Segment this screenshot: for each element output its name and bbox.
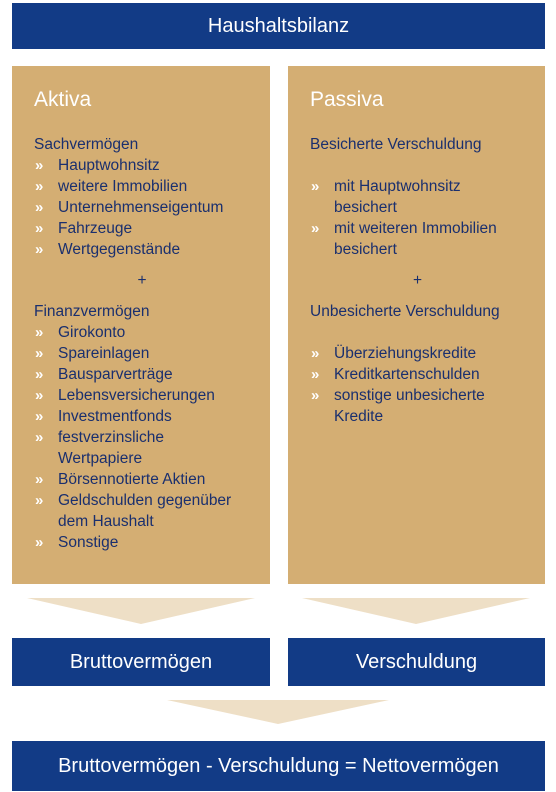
list-item-label: Kreditkartenschulden [334,366,480,383]
list-item [310,218,525,260]
chevron-bullet-icon: » [35,366,44,383]
list-item [34,427,250,469]
list-item-label: Überziehungskredite [334,345,477,362]
spacer [310,322,525,343]
finanzvermoegen-heading: Finanzvermögen [34,303,150,320]
chevron-bullet-icon: » [35,429,44,446]
list-item-label: Geldschulden gegenüber dem Haushalt [58,492,232,530]
chevron-bullet-icon: » [35,387,44,404]
list-item [34,176,250,197]
chevron-bullet-icon: » [35,157,44,174]
finanzvermoegen-list [34,322,250,553]
unbesicherte-heading: Unbesicherte Verschuldung [310,303,500,320]
list-item-label: Fahrzeuge [58,220,133,237]
chevron-bullet-icon: » [311,178,320,195]
list-item [34,385,250,406]
title-bar [12,3,545,49]
list-item [34,406,250,427]
list-item [34,322,250,343]
list-item-label: festverzinsliche Wertpapiere [58,429,164,467]
chevron-bullet-icon: » [35,345,44,362]
list-item [310,364,525,385]
chevron-bullet-icon: » [311,220,320,237]
list-item-label: sonstige unbesicherte Kredite [334,387,485,425]
list-item [34,343,250,364]
list-item [34,364,250,385]
bruttovermoegen-label: Bruttovermögen [69,650,213,673]
list-item [34,197,250,218]
list-item [310,176,525,218]
down-arrow-right [302,598,530,624]
list-item-label: Investmentfonds [58,408,172,425]
list-item-label: Hauptwohnsitz [58,157,160,174]
list-item [34,469,250,490]
list-item-label: Bausparverträge [58,366,173,383]
passiva-title: Passiva [310,88,384,111]
list-item [34,490,250,532]
chevron-bullet-icon: » [35,492,44,509]
list-item-label: Börsennotierte Aktien [58,471,206,488]
sachvermoegen-heading: Sachvermögen [34,136,139,153]
passiva-panel [288,66,545,584]
list-item [310,385,525,427]
besicherte-list [310,176,525,260]
list-item-label: mit weiteren Immobilien besichert [334,220,497,258]
chevron-bullet-icon: » [311,366,320,383]
list-item [34,218,250,239]
aktiva-title: Aktiva [34,88,92,111]
list-item-label: Lebensversicherungen [58,387,215,404]
list-item-label: Sonstige [58,534,119,551]
down-arrow-center [167,700,389,724]
aktiva-panel [12,66,270,584]
chevron-bullet-icon: » [35,534,44,551]
list-item-label: mit Hauptwohnsitz besichert [334,178,461,216]
list-item [310,343,525,364]
aktiva-plus: + [137,272,147,289]
unbesicherte-list [310,343,525,427]
chevron-bullet-icon: » [35,199,44,216]
list-item-label: Girokonto [58,324,126,341]
equation-bar [12,741,545,791]
chevron-bullet-icon: » [35,471,44,488]
chevron-bullet-icon: » [35,220,44,237]
chevron-bullet-icon: » [311,387,320,404]
besicherte-heading: Besicherte Verschuldung [310,136,482,153]
equation-text: Bruttovermögen - Verschuldung = Nettovermögen [58,754,499,777]
list-item-label: Wertgegenstände [58,241,181,258]
chevron-bullet-icon: » [35,241,44,258]
sachvermoegen-list [34,155,250,260]
bruttovermoegen-box [12,638,270,686]
chevron-bullet-icon: » [35,324,44,341]
page-title: Haushaltsbilanz [207,14,350,37]
chevron-bullet-icon: » [35,178,44,195]
list-item [34,155,250,176]
spacer [310,155,525,176]
list-item-label: weitere Immobilien [58,178,188,195]
list-item [34,239,250,260]
chevron-bullet-icon: » [311,345,320,362]
list-item-label: Unternehmenseigentum [58,199,224,216]
passiva-plus: + [412,272,423,289]
list-item-label: Spareinlagen [58,345,150,362]
verschuldung-label: Verschuldung [355,650,478,673]
list-item [34,532,250,553]
chevron-bullet-icon: » [35,408,44,425]
verschuldung-box [288,638,545,686]
down-arrow-left [27,598,255,624]
